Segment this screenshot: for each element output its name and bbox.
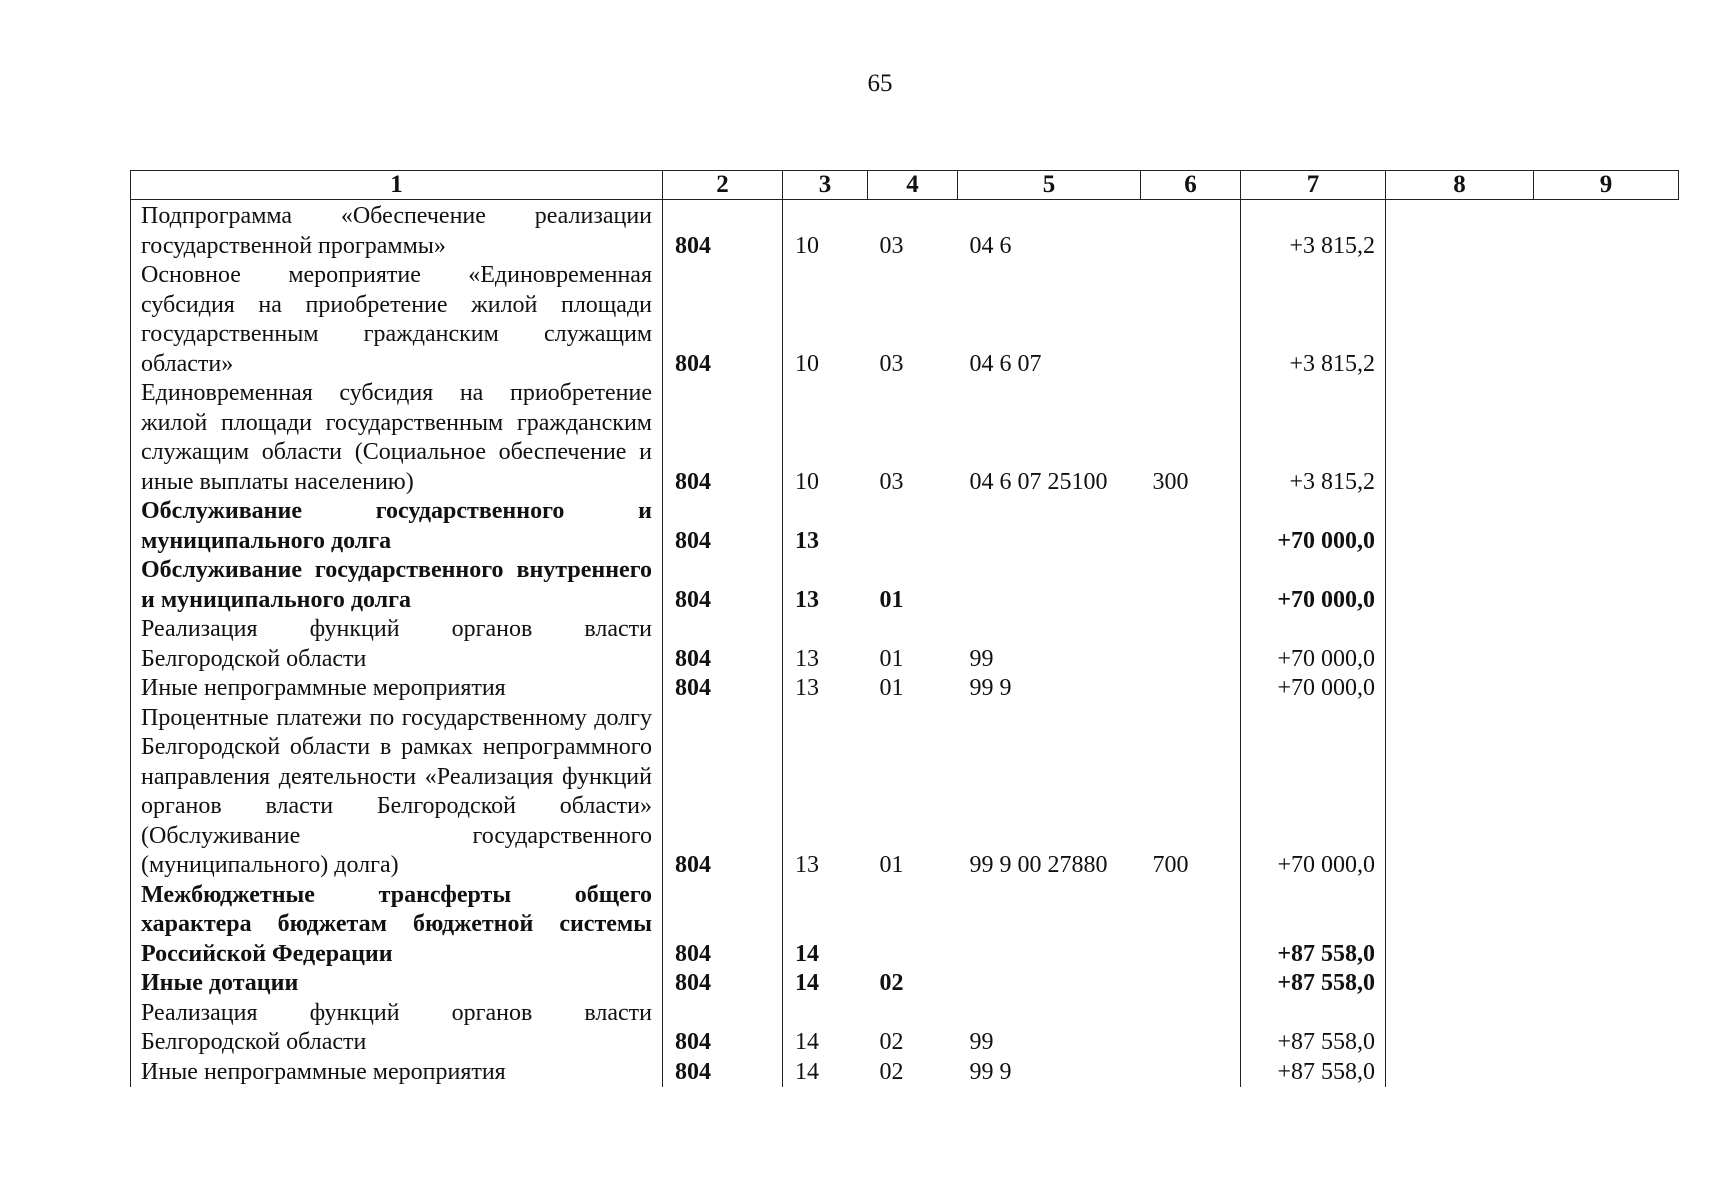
row-col8 <box>1386 497 1534 556</box>
row-expense-type <box>1141 556 1241 615</box>
row-col8 <box>1386 200 1534 262</box>
row-section: 13 <box>795 586 819 613</box>
row-section: 14 <box>795 940 819 967</box>
row-col9 <box>1534 969 1679 999</box>
row-subsection: 01 <box>879 852 904 878</box>
row-target-article: 99 9 00 27880 <box>969 852 1108 878</box>
row-expense-type <box>1141 615 1241 674</box>
row-admin-code: 804 <box>663 969 783 999</box>
row-amount: +70 000,0 <box>1241 556 1386 615</box>
row-target-article <box>958 969 1141 999</box>
row-target-article: 04 6 <box>969 232 1012 259</box>
row-amount: +70 000,0 <box>1241 704 1386 881</box>
row-admin-code: 804 <box>663 1058 783 1088</box>
row-target-article: 99 <box>969 645 994 672</box>
row-amount: +3 815,2 <box>1241 379 1386 497</box>
page-number: 65 <box>867 70 893 97</box>
row-target-article: 04 6 07 25100 <box>969 468 1108 495</box>
column-header: 3 <box>783 171 868 200</box>
row-amount: +87 558,0 <box>1241 969 1386 999</box>
row-target-article: 99 <box>969 1029 994 1055</box>
row-col8 <box>1386 379 1534 497</box>
row-section: 13 <box>795 527 819 554</box>
row-description: Межбюджетные трансферты общего характера бюджетам бюджетной системы Российской Федерации <box>131 881 663 970</box>
row-col8 <box>1386 615 1534 674</box>
row-section: 14 <box>795 1058 819 1085</box>
row-description: Реализация функций органов власти Белгородской области <box>131 615 663 674</box>
row-admin-code: 804 <box>663 674 783 704</box>
row-admin-code: 804 <box>663 999 783 1058</box>
row-subsection: 02 <box>879 1058 904 1085</box>
row-expense-type <box>1141 497 1241 556</box>
row-description: Иные непрограммные мероприятия <box>131 1058 663 1088</box>
row-expense-type <box>1141 999 1241 1058</box>
row-target-article <box>958 556 1141 615</box>
table-row <box>131 704 1679 881</box>
row-col8 <box>1386 261 1534 379</box>
row-col9 <box>1534 674 1679 704</box>
row-admin-code: 804 <box>663 704 783 881</box>
row-section: 10 <box>795 350 819 377</box>
column-header: 5 <box>958 171 1141 200</box>
table-row <box>131 674 1679 704</box>
row-col8 <box>1386 674 1534 704</box>
row-amount: +3 815,2 <box>1241 200 1386 262</box>
row-expense-type <box>1141 881 1241 970</box>
row-subsection: 01 <box>879 675 904 701</box>
row-admin-code: 804 <box>663 881 783 970</box>
column-header: 2 <box>663 171 783 200</box>
row-amount: +87 558,0 <box>1241 999 1386 1058</box>
row-col9 <box>1534 615 1679 674</box>
column-header: 6 <box>1141 171 1241 200</box>
row-subsection <box>868 881 958 970</box>
row-admin-code: 804 <box>663 556 783 615</box>
row-section: 14 <box>795 1029 819 1055</box>
row-section: 10 <box>795 232 819 259</box>
row-target-article <box>958 497 1141 556</box>
table-row <box>131 379 1679 497</box>
row-admin-code: 804 <box>663 200 783 262</box>
row-amount: +70 000,0 <box>1241 674 1386 704</box>
row-col8 <box>1386 556 1534 615</box>
row-description: Обслуживание государственного и муниципального долга <box>131 497 663 556</box>
row-col9 <box>1534 1058 1679 1088</box>
table-row <box>131 200 1679 262</box>
row-section: 10 <box>795 468 819 495</box>
row-section: 13 <box>795 675 819 701</box>
row-amount: +3 815,2 <box>1241 261 1386 379</box>
row-expense-type: 300 <box>1152 468 1189 495</box>
row-amount: +87 558,0 <box>1241 881 1386 970</box>
row-admin-code: 804 <box>663 615 783 674</box>
row-col9 <box>1534 556 1679 615</box>
row-target-article: 99 9 <box>969 1058 1012 1085</box>
table-row <box>131 969 1679 999</box>
row-subsection: 02 <box>879 970 904 996</box>
table-header-row <box>131 171 1679 200</box>
row-subsection: 01 <box>879 586 904 613</box>
column-header: 4 <box>868 171 958 200</box>
row-description: Реализация функций органов власти Белгородской области <box>131 999 663 1058</box>
row-description: Иные непрограммные мероприятия <box>131 674 663 704</box>
budget-table <box>130 170 1679 1087</box>
table-body <box>131 200 1679 1088</box>
row-expense-type <box>1141 1058 1241 1088</box>
row-subsection: 01 <box>879 645 904 672</box>
row-description: Единовременная субсидия на приобретение жилой площади государственным гражданским служащим области (Социальное обеспечение и иные выплаты населению) <box>131 379 663 497</box>
row-description: Основное мероприятие «Единовременная субсидия на приобретение жилой площади государственным гражданским служащим области» <box>131 261 663 379</box>
row-col8 <box>1386 969 1534 999</box>
row-description: Иные дотации <box>131 969 663 999</box>
row-subsection: 03 <box>879 468 904 495</box>
row-expense-type <box>1141 674 1241 704</box>
row-admin-code: 804 <box>663 261 783 379</box>
column-header: 8 <box>1386 171 1534 200</box>
column-header: 7 <box>1241 171 1386 200</box>
table-row <box>131 615 1679 674</box>
row-amount: +87 558,0 <box>1241 1058 1386 1088</box>
row-col9 <box>1534 999 1679 1058</box>
table-row <box>131 261 1679 379</box>
row-expense-type: 700 <box>1152 852 1189 878</box>
row-description: Процентные платежи по государственному долгу Белгородской области в рамках непрограммного направления деятельности «Реализация функций органов власти Белгородской области» (Обслуживание государственного (муниципального) долга) <box>131 704 663 881</box>
row-target-article: 04 6 07 <box>969 350 1042 377</box>
row-expense-type <box>1141 969 1241 999</box>
row-section: 13 <box>795 852 819 878</box>
row-subsection <box>868 497 958 556</box>
row-description: Подпрограмма «Обеспечение реализации государственной программы» <box>131 200 663 262</box>
row-subsection: 02 <box>879 1029 904 1055</box>
row-subsection: 03 <box>879 232 904 259</box>
row-target-article <box>958 881 1141 970</box>
table-row <box>131 1058 1679 1088</box>
row-description: Обслуживание государственного внутреннего и муниципального долга <box>131 556 663 615</box>
row-col9 <box>1534 261 1679 379</box>
column-header: 9 <box>1534 171 1679 200</box>
row-col9 <box>1534 881 1679 970</box>
table-row <box>131 556 1679 615</box>
row-target-article: 99 9 <box>969 675 1012 701</box>
row-col8 <box>1386 881 1534 970</box>
table-row <box>131 881 1679 970</box>
row-col9 <box>1534 497 1679 556</box>
row-col9 <box>1534 704 1679 881</box>
table-row <box>131 999 1679 1058</box>
row-col9 <box>1534 200 1679 262</box>
row-admin-code: 804 <box>663 497 783 556</box>
row-amount: +70 000,0 <box>1241 497 1386 556</box>
row-section: 14 <box>795 970 819 996</box>
row-col9 <box>1534 379 1679 497</box>
row-col8 <box>1386 704 1534 881</box>
table-row <box>131 497 1679 556</box>
row-expense-type <box>1141 200 1241 262</box>
row-col8 <box>1386 1058 1534 1088</box>
row-col8 <box>1386 999 1534 1058</box>
row-expense-type <box>1141 261 1241 379</box>
row-section: 13 <box>795 645 819 672</box>
row-subsection: 03 <box>879 350 904 377</box>
column-header: 1 <box>131 171 663 200</box>
row-admin-code: 804 <box>663 379 783 497</box>
row-amount: +70 000,0 <box>1241 615 1386 674</box>
